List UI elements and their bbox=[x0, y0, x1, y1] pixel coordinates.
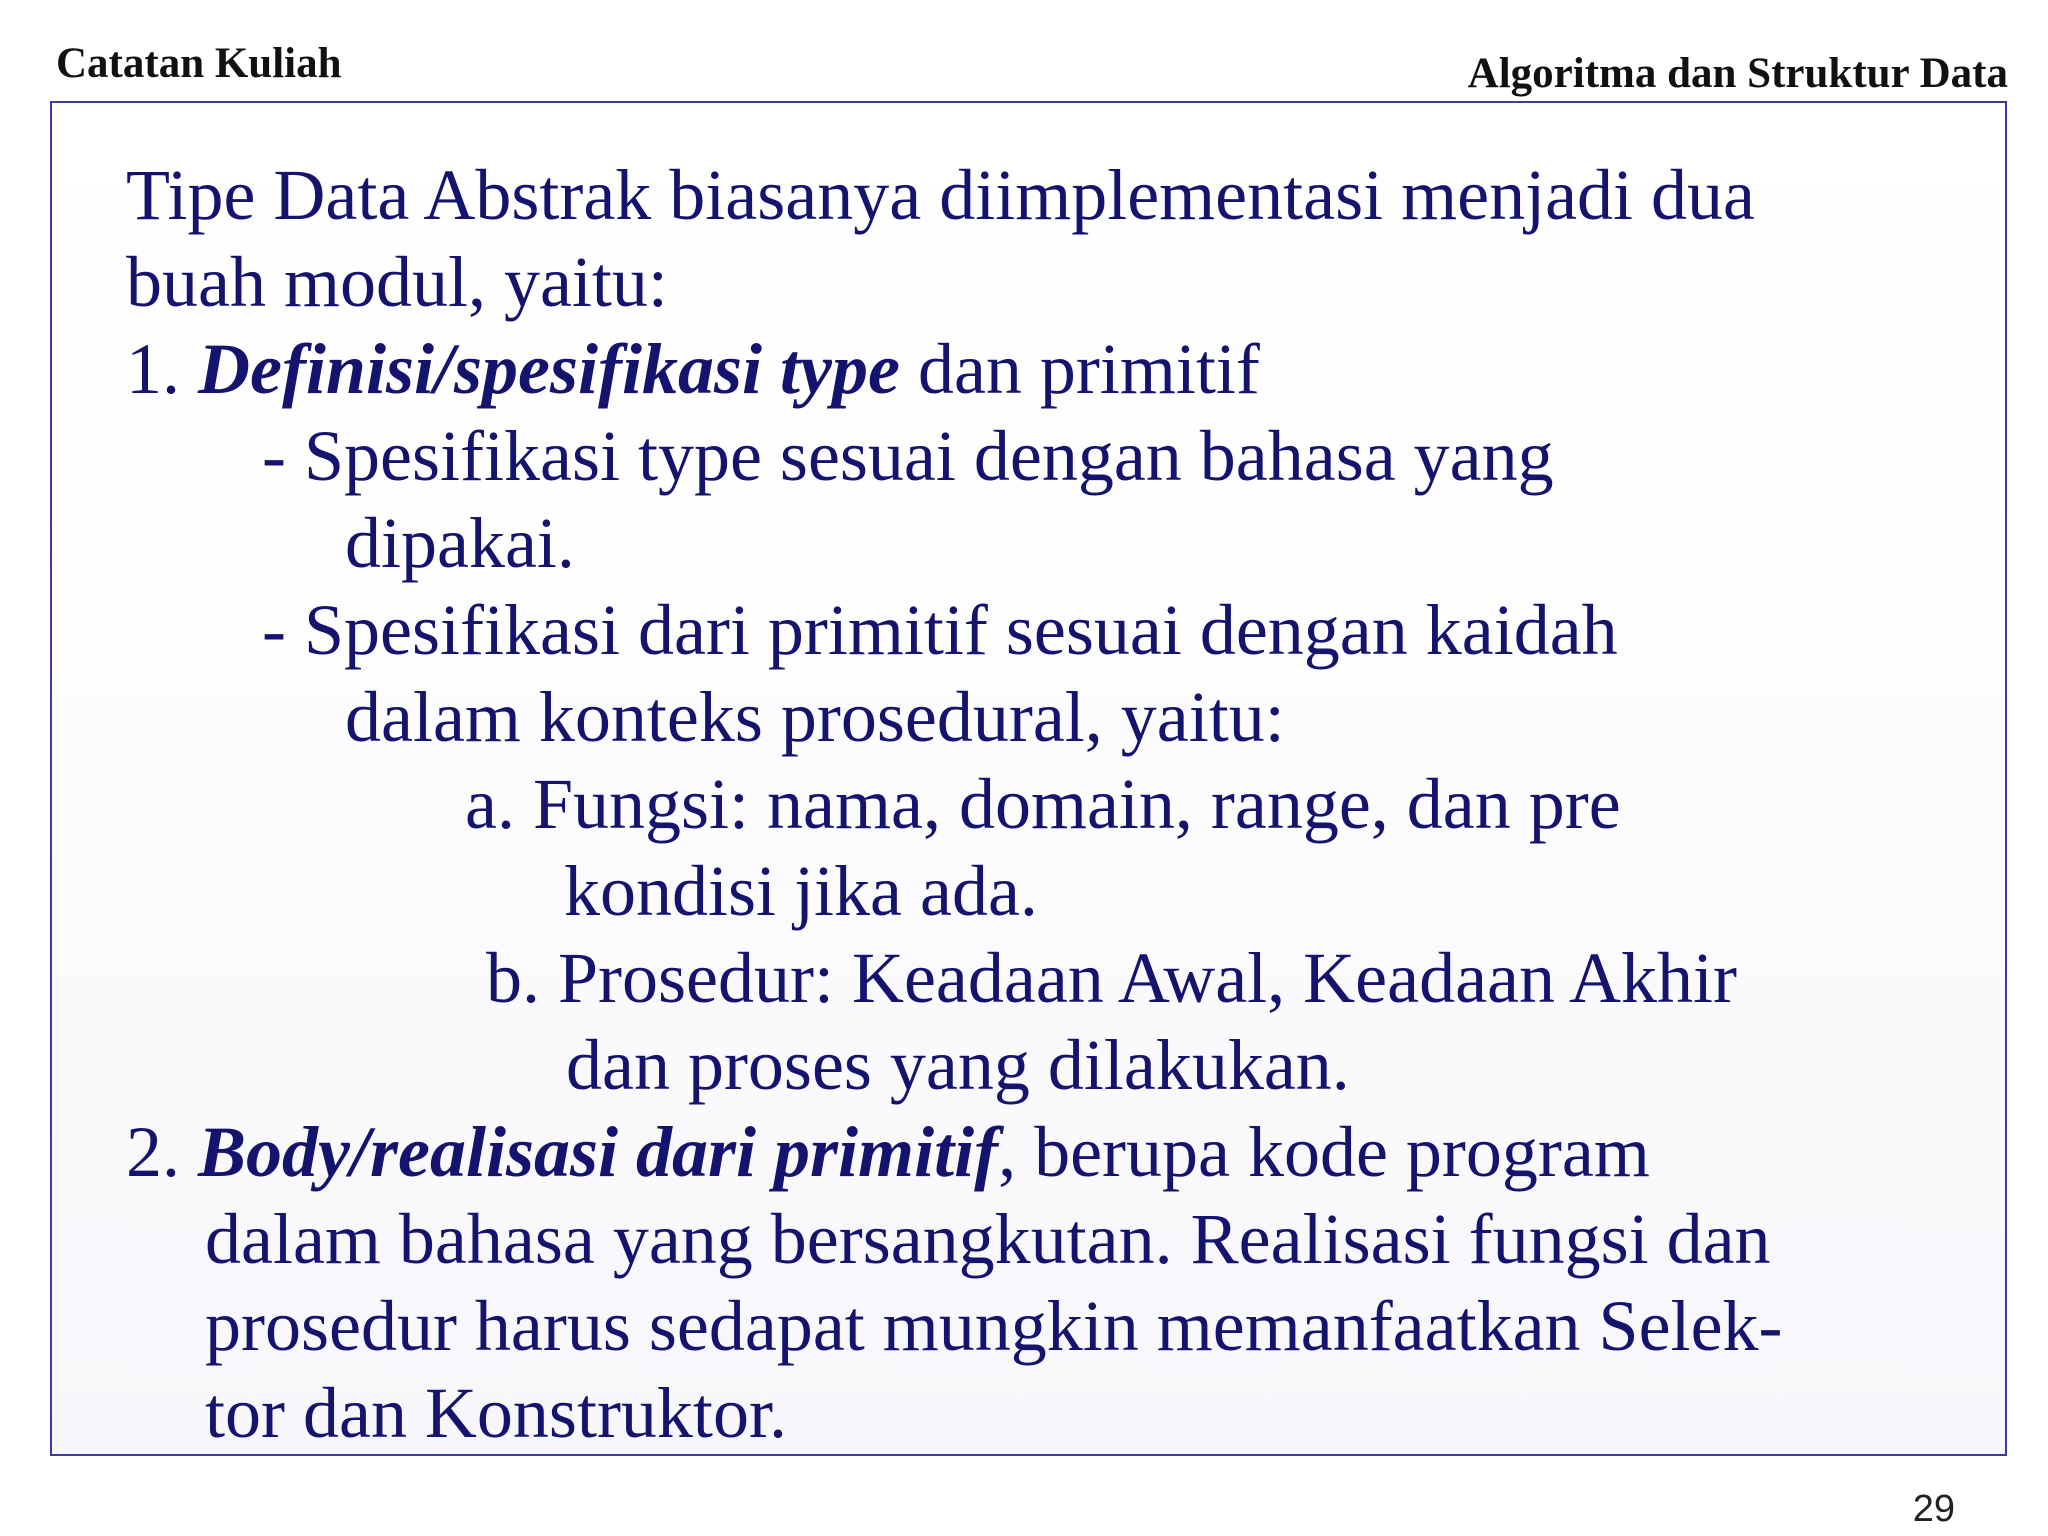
item-1-heading bbox=[126, 329, 1260, 409]
item-1-b-line-1: b. Prosedur: Keadaan Awal, Keadaan Akhir bbox=[486, 938, 1737, 1018]
item-2-rest: , berupa kode program bbox=[998, 1112, 1650, 1192]
item-2-number: 2. bbox=[126, 1112, 180, 1192]
item-1-sub-1-line-1: - Spesifikasi type sesuai dengan bahasa yang bbox=[262, 416, 1554, 496]
page-number: 29 bbox=[1912, 1488, 1955, 1530]
item-1-sub-2-line-1: - Spesifikasi dari primitif sesuai dengan kaidah bbox=[262, 590, 1618, 670]
item-1-a-line-1: a. Fungsi: nama, domain, range, dan pre bbox=[465, 764, 1621, 844]
content-text bbox=[52, 103, 2005, 1454]
item-1-sub-1-line-2: dipakai. bbox=[345, 503, 575, 583]
intro-line-2: buah modul, yaitu: bbox=[126, 242, 668, 322]
header-course-title: Algoritma dan Struktur Data bbox=[1467, 50, 2008, 97]
item-1-sub-2-line-2: dalam konteks prosedural, yaitu: bbox=[345, 677, 1285, 757]
intro-line-1: Tipe Data Abstrak biasanya diimplementasi menjadi dua bbox=[126, 155, 1755, 235]
item-1-number: 1. bbox=[126, 329, 180, 409]
item-2-line-2: dalam bahasa yang bersangkutan. Realisasi fungsi dan bbox=[205, 1199, 1771, 1279]
item-2-title: Body/realisasi dari primitif bbox=[198, 1112, 999, 1192]
item-2-line-3: prosedur harus sedapat mungkin memanfaatkan Selek- bbox=[205, 1286, 1783, 1366]
item-2-heading bbox=[126, 1112, 1650, 1192]
item-1-a-line-2: kondisi jika ada. bbox=[564, 851, 1038, 931]
item-1-b-line-2: dan proses yang dilakukan. bbox=[566, 1025, 1350, 1105]
item-1-title: Definisi/spesifikasi type bbox=[198, 329, 900, 409]
item-2-line-4: tor dan Konstruktor. bbox=[205, 1373, 787, 1453]
item-1-rest: dan primitif bbox=[899, 329, 1260, 409]
content-frame bbox=[50, 101, 2007, 1456]
header-course-note: Catatan Kuliah bbox=[56, 40, 342, 87]
